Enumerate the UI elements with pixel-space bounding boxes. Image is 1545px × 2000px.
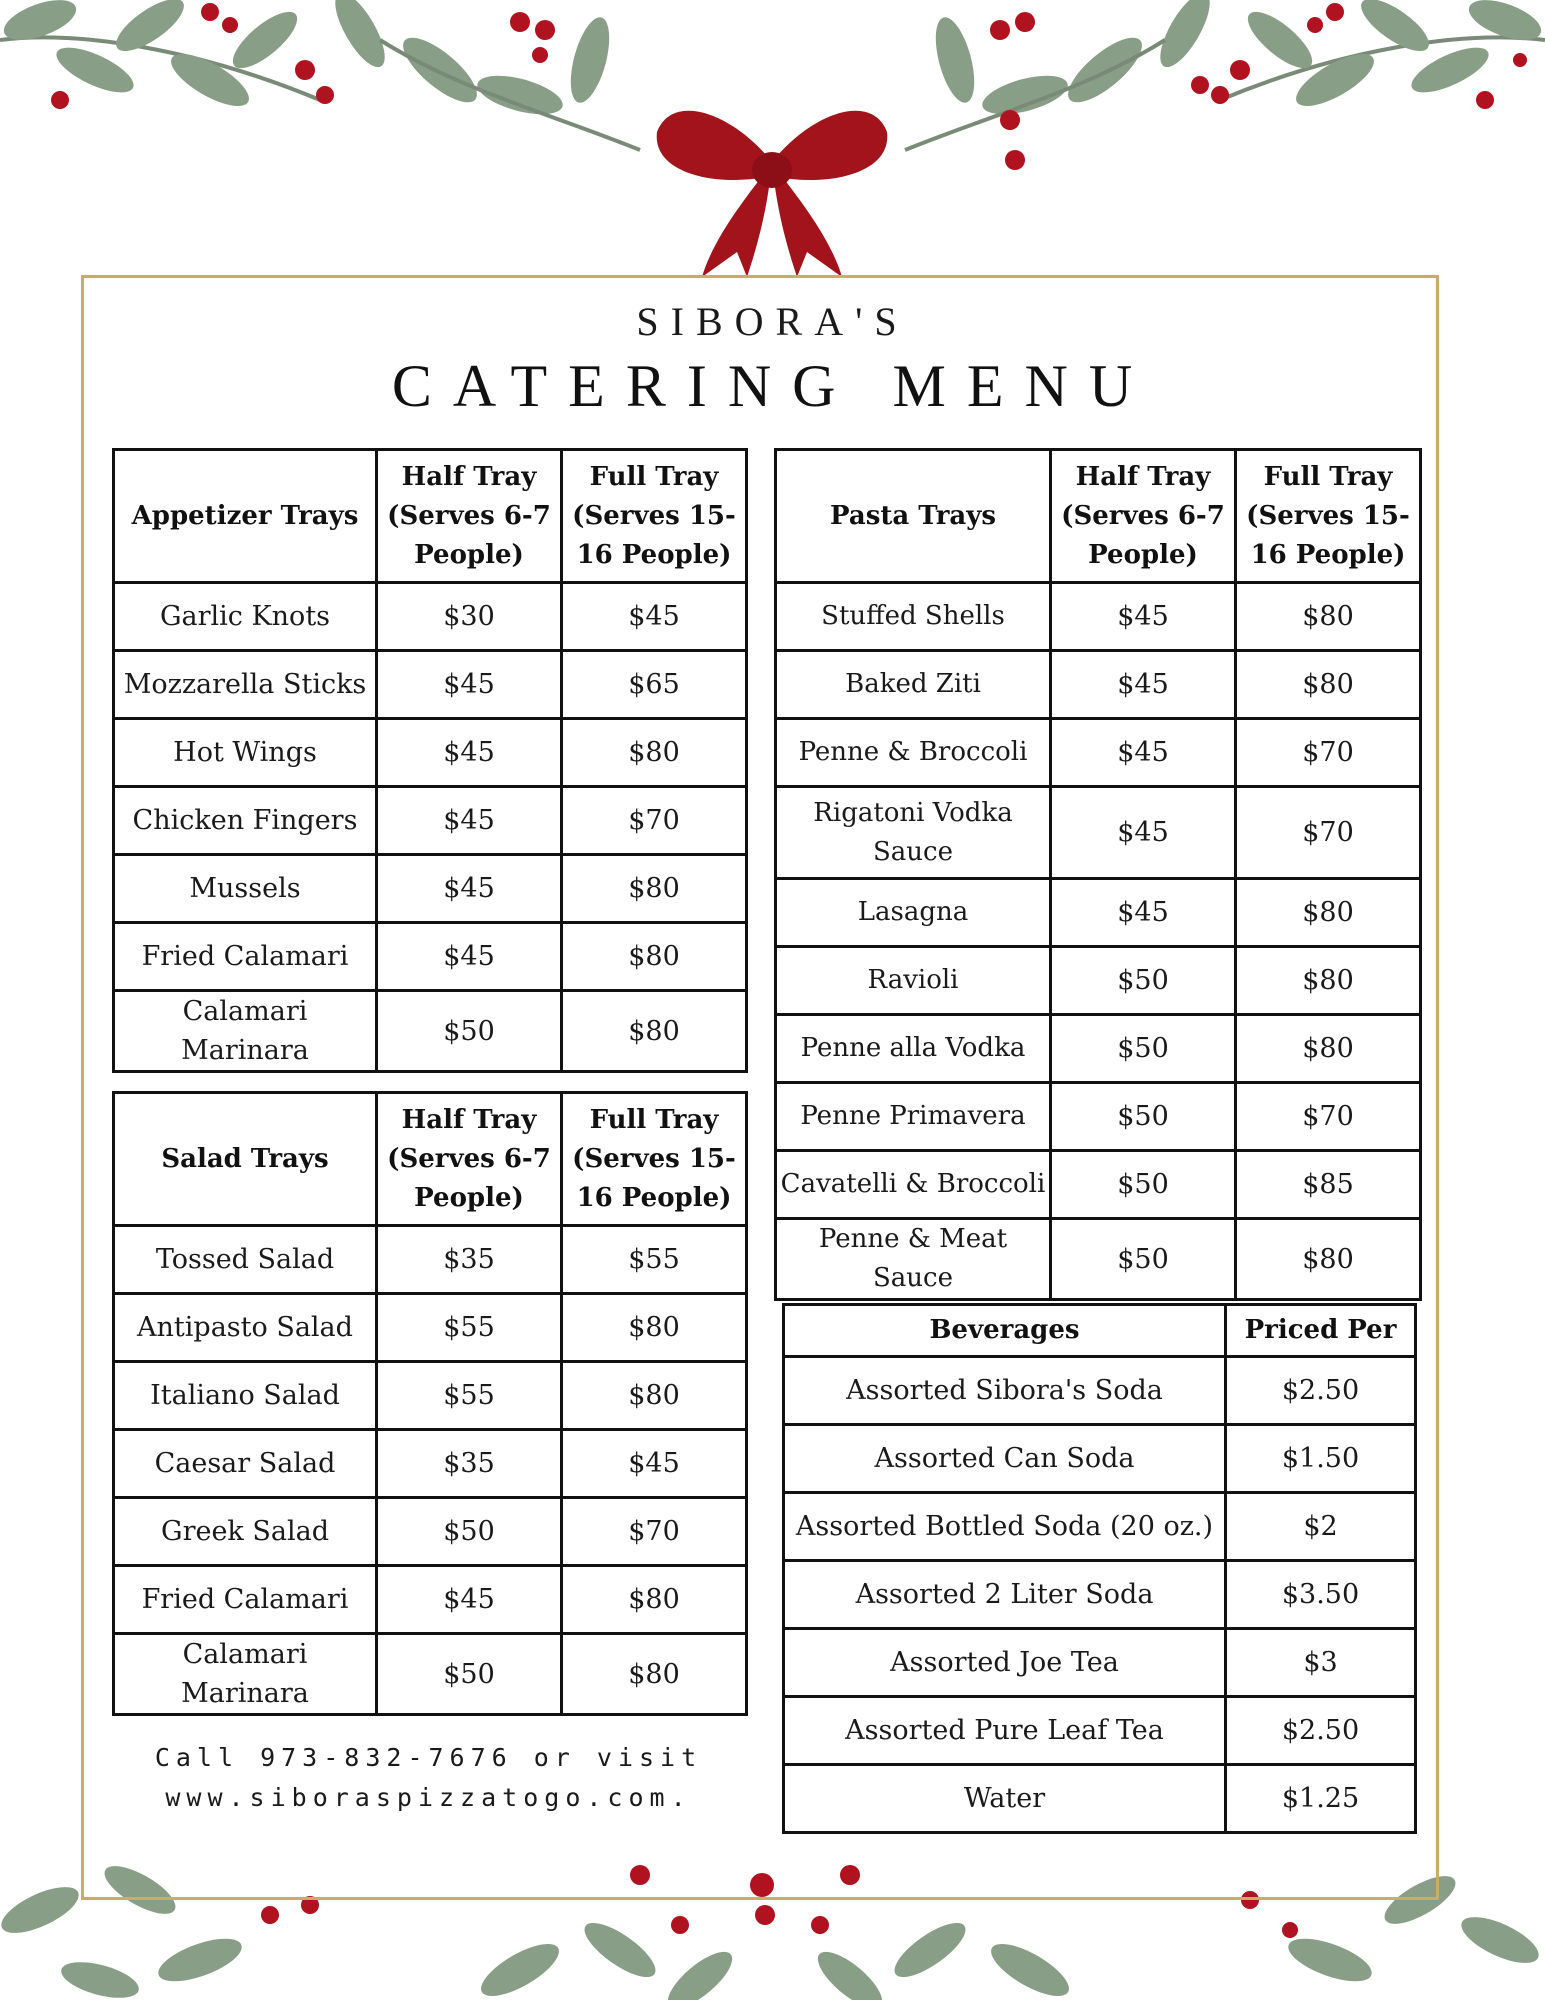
- pasta-half-tray-price: $45: [1051, 651, 1236, 719]
- pasta-full-tray-price: $80: [1236, 947, 1421, 1015]
- appetizer-heading: Appetizer Trays: [114, 450, 377, 583]
- appetizer-half-tray-price: $45: [377, 719, 562, 787]
- beverage-name: Assorted Can Soda: [784, 1425, 1226, 1493]
- beverage-row: [784, 1493, 1416, 1561]
- beverage-row: [784, 1561, 1416, 1629]
- contact-info: Call 973-832-7676 or visit www.siboraspizzatogo.com.: [154, 1743, 703, 1812]
- appetizer-full-tray-price: $80: [562, 923, 747, 991]
- beverage-name: Assorted 2 Liter Soda: [784, 1561, 1226, 1629]
- beverage-rows: [784, 1357, 1416, 1833]
- appetizer-full-tray-price: $80: [562, 855, 747, 923]
- pasta-full-tray-price: $80: [1236, 1015, 1421, 1083]
- salad-row: [114, 1498, 747, 1566]
- appetizer-row: [114, 787, 747, 855]
- appetizer-full-tray-price: $65: [562, 651, 747, 719]
- pasta-item-name: Penne alla Vodka: [776, 1015, 1051, 1083]
- salad-row: [114, 1226, 747, 1294]
- appetizer-rows: [114, 583, 747, 1072]
- salad-row: [114, 1566, 747, 1634]
- pasta-full-tray-price: $80: [1236, 651, 1421, 719]
- pasta-heading: Pasta Trays: [776, 450, 1051, 583]
- salad-half-tray-price: $55: [377, 1294, 562, 1362]
- pasta-item-name: Rigatoni Vodka Sauce: [776, 787, 1051, 879]
- salad-full-tray-price: $45: [562, 1430, 747, 1498]
- appetizer-row: [114, 991, 747, 1072]
- salad-half-tray-price: $50: [377, 1498, 562, 1566]
- beverage-price: $2.50: [1226, 1697, 1416, 1765]
- appetizer-item-name: Hot Wings: [114, 719, 377, 787]
- pasta-row: [776, 583, 1421, 651]
- half-tray-heading: Half Tray (Serves 6-7 People): [377, 450, 562, 583]
- beverage-name: Assorted Sibora's Soda: [784, 1357, 1226, 1425]
- salad-item-name: Calamari Marinara: [114, 1634, 377, 1715]
- beverage-row: [784, 1425, 1416, 1493]
- appetizer-full-tray-price: $45: [562, 583, 747, 651]
- appetizer-item-name: Mussels: [114, 855, 377, 923]
- salad-item-name: Caesar Salad: [114, 1430, 377, 1498]
- beverage-price: $3.50: [1226, 1561, 1416, 1629]
- salad-rows: [114, 1226, 747, 1715]
- appetizer-row: [114, 923, 747, 991]
- pasta-row: [776, 1219, 1421, 1300]
- appetizer-item-name: Garlic Knots: [114, 583, 377, 651]
- salad-item-name: Italiano Salad: [114, 1362, 377, 1430]
- priced-per-heading: Priced Per: [1226, 1305, 1416, 1357]
- appetizer-half-tray-price: $45: [377, 787, 562, 855]
- salad-half-tray-price: $45: [377, 1566, 562, 1634]
- appetizer-row: [114, 855, 747, 923]
- beverages-heading: Beverages: [784, 1305, 1226, 1357]
- half-tray-heading: Half Tray (Serves 6-7 People): [377, 1093, 562, 1226]
- pasta-half-tray-price: $45: [1051, 787, 1236, 879]
- appetizer-row: [114, 583, 747, 651]
- pasta-item-name: Stuffed Shells: [776, 583, 1051, 651]
- salad-full-tray-price: $80: [562, 1294, 747, 1362]
- salad-heading: Salad Trays: [114, 1093, 377, 1226]
- beverages-table: [782, 1303, 1417, 1834]
- pasta-half-tray-price: $50: [1051, 1151, 1236, 1219]
- pasta-item-name: Cavatelli & Broccoli: [776, 1151, 1051, 1219]
- pasta-full-tray-price: $80: [1236, 583, 1421, 651]
- pasta-item-name: Lasagna: [776, 879, 1051, 947]
- pasta-item-name: Penne Primavera: [776, 1083, 1051, 1151]
- salad-half-tray-price: $55: [377, 1362, 562, 1430]
- pasta-full-tray-price: $70: [1236, 719, 1421, 787]
- full-tray-heading: Full Tray (Serves 15-16 People): [562, 1093, 747, 1226]
- appetizer-half-tray-price: $45: [377, 923, 562, 991]
- appetizer-item-name: Fried Calamari: [114, 923, 377, 991]
- beverage-price: $3: [1226, 1629, 1416, 1697]
- pasta-row: [776, 719, 1421, 787]
- appetizer-item-name: Calamari Marinara: [114, 991, 377, 1072]
- pasta-row: [776, 947, 1421, 1015]
- salad-item-name: Greek Salad: [114, 1498, 377, 1566]
- salad-trays-table: [112, 1091, 748, 1716]
- salad-row: [114, 1294, 747, 1362]
- pasta-half-tray-price: $45: [1051, 719, 1236, 787]
- pasta-trays-table: [774, 448, 1422, 1301]
- full-tray-heading: Full Tray (Serves 15-16 People): [1236, 450, 1421, 583]
- pasta-half-tray-price: $50: [1051, 1083, 1236, 1151]
- salad-row: [114, 1430, 747, 1498]
- appetizer-row: [114, 651, 747, 719]
- pasta-row: [776, 787, 1421, 879]
- beverage-name: Water: [784, 1765, 1226, 1833]
- beverage-price: $2: [1226, 1493, 1416, 1561]
- pasta-half-tray-price: $45: [1051, 583, 1236, 651]
- salad-half-tray-price: $50: [377, 1634, 562, 1715]
- appetizer-row: [114, 719, 747, 787]
- beverage-price: $1.25: [1226, 1765, 1416, 1833]
- pasta-half-tray-price: $50: [1051, 1219, 1236, 1300]
- salad-row: [114, 1634, 747, 1715]
- salad-item-name: Tossed Salad: [114, 1226, 377, 1294]
- pasta-full-tray-price: $80: [1236, 879, 1421, 947]
- beverage-row: [784, 1629, 1416, 1697]
- appetizer-item-name: Chicken Fingers: [114, 787, 377, 855]
- salad-item-name: Antipasto Salad: [114, 1294, 377, 1362]
- salad-item-name: Fried Calamari: [114, 1566, 377, 1634]
- salad-row: [114, 1362, 747, 1430]
- salad-full-tray-price: $80: [562, 1362, 747, 1430]
- pasta-row: [776, 1151, 1421, 1219]
- appetizer-trays-table: [112, 448, 748, 1073]
- appetizer-half-tray-price: $30: [377, 583, 562, 651]
- beverage-row: [784, 1765, 1416, 1833]
- restaurant-name: SIBORA'S: [636, 299, 909, 344]
- pasta-half-tray-price: $45: [1051, 879, 1236, 947]
- pasta-item-name: Baked Ziti: [776, 651, 1051, 719]
- pasta-row: [776, 879, 1421, 947]
- pasta-full-tray-price: $85: [1236, 1151, 1421, 1219]
- pasta-row: [776, 1015, 1421, 1083]
- pasta-half-tray-price: $50: [1051, 947, 1236, 1015]
- appetizer-item-name: Mozzarella Sticks: [114, 651, 377, 719]
- pasta-item-name: Ravioli: [776, 947, 1051, 1015]
- salad-half-tray-price: $35: [377, 1430, 562, 1498]
- appetizer-full-tray-price: $80: [562, 991, 747, 1072]
- red-bow-decoration: [652, 92, 892, 282]
- pasta-full-tray-price: $80: [1236, 1219, 1421, 1300]
- salad-full-tray-price: $70: [562, 1498, 747, 1566]
- appetizer-half-tray-price: $45: [377, 651, 562, 719]
- beverage-row: [784, 1357, 1416, 1425]
- pasta-full-tray-price: $70: [1236, 787, 1421, 879]
- appetizer-full-tray-price: $70: [562, 787, 747, 855]
- salad-half-tray-price: $35: [377, 1226, 562, 1294]
- appetizer-half-tray-price: $50: [377, 991, 562, 1072]
- pasta-half-tray-price: $50: [1051, 1015, 1236, 1083]
- salad-full-tray-price: $80: [562, 1634, 747, 1715]
- menu-title: CATERING MENU: [391, 353, 1154, 419]
- salad-full-tray-price: $55: [562, 1226, 747, 1294]
- half-tray-heading: Half Tray (Serves 6-7 People): [1051, 450, 1236, 583]
- pasta-rows: [776, 583, 1421, 1300]
- pasta-item-name: Penne & Broccoli: [776, 719, 1051, 787]
- pasta-item-name: Penne & Meat Sauce: [776, 1219, 1051, 1300]
- beverage-name: Assorted Pure Leaf Tea: [784, 1697, 1226, 1765]
- full-tray-heading: Full Tray (Serves 15-16 People): [562, 450, 747, 583]
- beverage-price: $1.50: [1226, 1425, 1416, 1493]
- appetizer-half-tray-price: $45: [377, 855, 562, 923]
- salad-full-tray-price: $80: [562, 1566, 747, 1634]
- pasta-full-tray-price: $70: [1236, 1083, 1421, 1151]
- beverage-row: [784, 1697, 1416, 1765]
- beverage-price: $2.50: [1226, 1357, 1416, 1425]
- pasta-row: [776, 651, 1421, 719]
- pasta-row: [776, 1083, 1421, 1151]
- beverage-name: Assorted Joe Tea: [784, 1629, 1226, 1697]
- appetizer-full-tray-price: $80: [562, 719, 747, 787]
- beverage-name: Assorted Bottled Soda (20 oz.): [784, 1493, 1226, 1561]
